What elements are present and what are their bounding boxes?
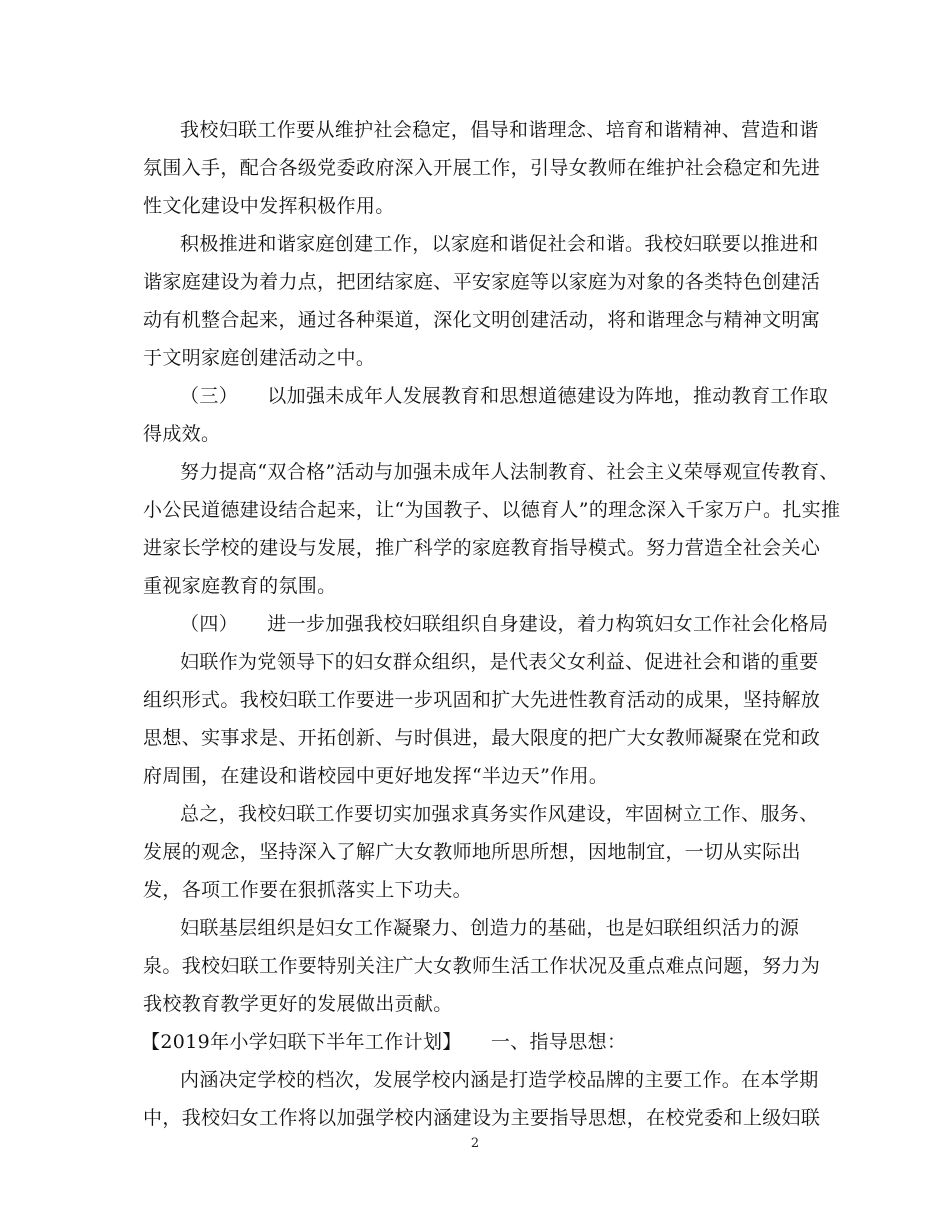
paragraph-line: 性文化建设中发挥积极作用。 — [143, 195, 395, 217]
paragraph-line: 进家长学校的建设与发展，推广科学的家庭教育指导模式。努力营造全社会关心 — [143, 537, 821, 559]
paragraph-line: 小公民道德建设结合起来，让“为国教子、以德育人”的理念深入千家万户。扎实推 — [143, 499, 841, 521]
paragraph-line: 总之，我校妇联工作要切实加强求真务实作风建设，牢固树立工作、服务、 — [180, 803, 819, 825]
paragraph-line: 于文明家庭创建活动之中。 — [143, 347, 376, 369]
paragraph-line: 泉。我校妇联工作要特别关注广大女教师生活工作状况及重点难点问题，努力为 — [143, 955, 821, 977]
plan-title-line: 【2019年小学妇联下半年工作计划】 一、指导思想： — [141, 1031, 627, 1053]
paragraph-line: 妇联基层组织是妇女工作凝聚力、创造力的基础，也是妇联组织活力的源 — [180, 917, 800, 939]
paragraph-line: 妇联作为党领导下的妇女群众组织，是代表父女利益、促进社会和谐的重要 — [180, 651, 819, 673]
paragraph-line: 组织形式。我校妇联工作要进一步巩固和扩大先进性教育活动的成果，坚持解放 — [143, 689, 821, 711]
paragraph-line: 努力提高“双合格”活动与加强未成年人法制教育、社会主义荣辱观宣传教育、 — [180, 461, 839, 483]
section-heading-line: （三） 以加强未成年人发展教育和思想道德建设为阵地，推动教育工作取 — [180, 385, 829, 407]
paragraph-line: 谐家庭建设为着力点，把团结家庭、平安家庭等以家庭为对象的各类特色创建活 — [143, 271, 821, 293]
paragraph-line: 发展的观念，坚持深入了解广大女教师地所思所想，因地制宜，一切从实际出 — [143, 841, 801, 863]
paragraph-line: 氛围入手，配合各级党委政府深入开展工作，引导女教师在维护社会稳定和先进 — [143, 157, 821, 179]
paragraph-line: 动有机整合起来，通过各种渠道，深化文明创建活动，将和谐理念与精神文明寓 — [143, 309, 821, 331]
page-number: 2 — [470, 1136, 480, 1151]
paragraph-line: 发，各项工作要在狠抓落实上下功夫。 — [143, 879, 472, 901]
paragraph-line: 中，我校妇女工作将以加强学校内涵建设为主要指导思想，在校党委和上级妇联 — [143, 1107, 821, 1129]
paragraph-line: 内涵决定学校的档次，发展学校内涵是打造学校品牌的主要工作。在本学期 — [180, 1069, 819, 1091]
paragraph-line: 重视家庭教育的氛围。 — [143, 575, 337, 597]
paragraph-line: 我校妇联工作要从维护社会稳定，倡导和谐理念、培育和谐精神、营造和谐 — [180, 119, 819, 141]
paragraph-line: 积极推进和谐家庭创建工作，以家庭和谐促社会和谐。我校妇联要以推进和 — [180, 233, 819, 255]
section-heading-line: 得成效。 — [143, 423, 221, 445]
paragraph-line: 我校教育教学更好的发展做出贡献。 — [143, 993, 453, 1015]
paragraph-line: 府周围，在建设和谐校园中更好地发挥“半边天”作用。 — [143, 765, 609, 787]
section-heading-line: （四） 进一步加强我校妇联组织自身建设，着力构筑妇女工作社会化格局 — [180, 613, 829, 635]
paragraph-line: 思想、实事求是、开拓创新、与时俱进，最大限度的把广大女教师凝聚在党和政 — [143, 727, 821, 749]
